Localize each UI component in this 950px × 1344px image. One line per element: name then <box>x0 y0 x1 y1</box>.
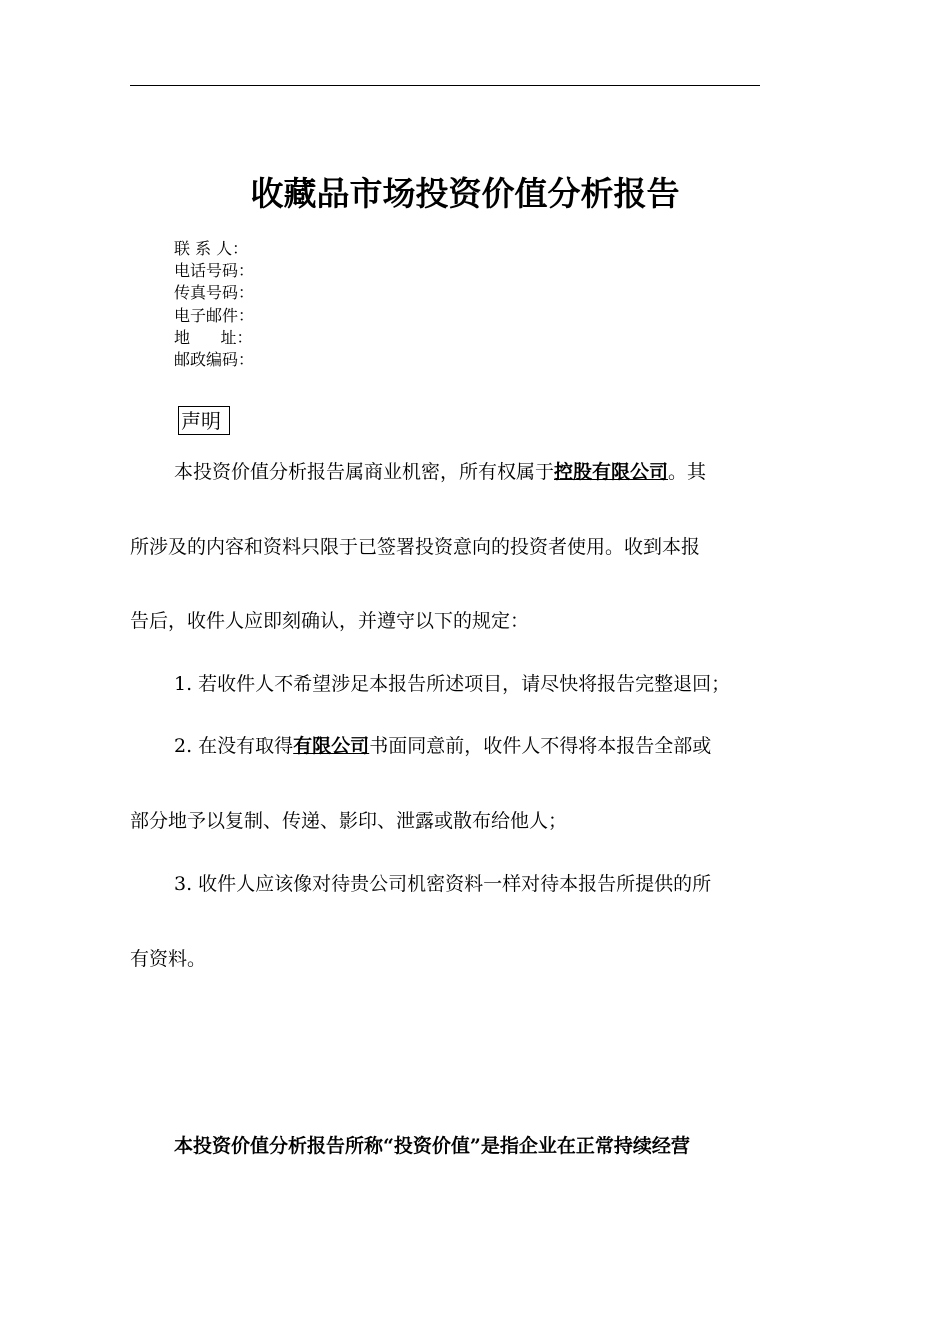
rule-item-2-line-1 <box>174 733 711 759</box>
postcode-label: 邮政编码： <box>174 350 255 370</box>
fax-label: 传真号码： <box>174 283 255 303</box>
rule-item-3-line-2: 有资料。 <box>130 948 207 970</box>
rule-item-1: 1. 若收件人不希望涉足本报告所述项目，请尽快将报告完整退回； <box>174 673 731 695</box>
contact-block <box>174 238 254 371</box>
phone-label: 电话号码： <box>174 261 255 281</box>
email-label: 电子邮件： <box>174 305 255 325</box>
header-rule <box>130 85 760 86</box>
declaration-paragraph-line-2: 所涉及的内容和资料只限于已签署投资意向的投资者使用。收到本报 <box>130 536 701 558</box>
rule-item-2-line-2: 部分地予以复制、传递、影印、泄露或散布给他人； <box>130 810 568 832</box>
rule-item-3-line-1: 3. 收件人应该像对待贵公司机密资料一样对待本报告所提供的所 <box>174 873 712 895</box>
company-name: 控股有限公司 <box>554 461 669 483</box>
paragraph-text: 本投资价值分析报告属商业机密，所有权属于 <box>174 461 555 483</box>
document-title: 收藏品市场投资价值分析报告 <box>250 174 680 213</box>
declaration-heading: 声明 <box>178 406 230 435</box>
paragraph-text: 2. 在没有取得 <box>174 735 294 757</box>
contact-person-label: 联 系 人： <box>174 239 249 258</box>
company-name: 有限公司 <box>293 735 370 757</box>
address-label: 地 址： <box>174 327 253 347</box>
declaration-paragraph-line-3: 告后，收件人应即刻确认，并遵守以下的规定： <box>130 610 530 632</box>
definition-paragraph: 本投资价值分析报告所称“投资价值”是指企业在正常持续经营 <box>174 1135 690 1157</box>
paragraph-text: 。其 <box>668 461 707 483</box>
declaration-paragraph-line-1 <box>174 459 706 485</box>
paragraph-text: 书面同意前，收件人不得将本报告全部或 <box>369 735 712 757</box>
